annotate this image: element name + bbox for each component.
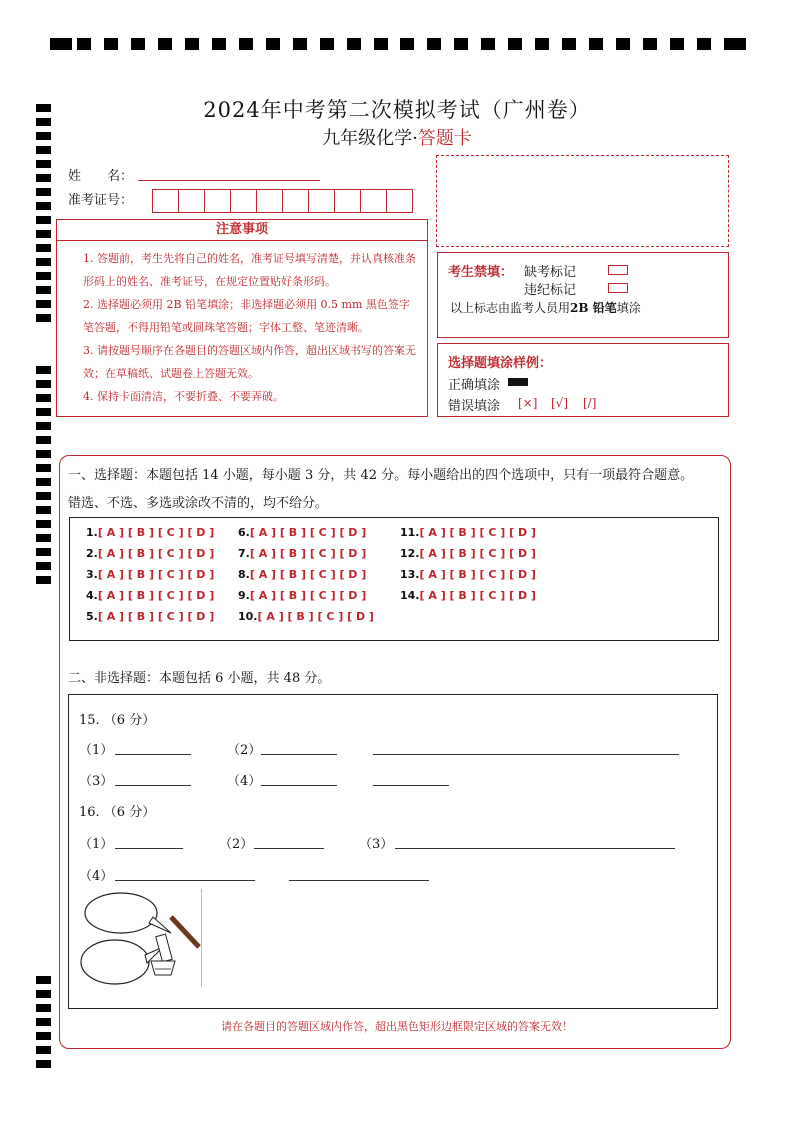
id-digit-box[interactable] bbox=[309, 189, 335, 213]
q16-part4-label: （4） bbox=[79, 869, 114, 884]
timing-mark bbox=[589, 38, 603, 50]
side-timing-mark bbox=[36, 188, 51, 196]
choice-question[interactable] bbox=[238, 526, 366, 539]
timing-mark bbox=[320, 38, 334, 50]
top-timing-marks bbox=[50, 38, 746, 52]
q16-part1-label: （1） bbox=[79, 837, 114, 852]
answer-options[interactable]: [ A ] [ B ] [ C ] [ D ] bbox=[249, 589, 367, 602]
side-timing-mark bbox=[36, 160, 51, 168]
question-number: 2. bbox=[86, 547, 98, 560]
answer-options[interactable]: [ A ] [ B ] [ C ] [ D ] bbox=[97, 589, 215, 602]
id-digit-box[interactable] bbox=[179, 189, 205, 213]
timing-mark bbox=[50, 38, 72, 50]
note-bold: 2B 铅笔 bbox=[570, 301, 617, 315]
q16-part3-label: （3） bbox=[359, 837, 394, 852]
timing-mark bbox=[535, 38, 549, 50]
question-number: 7. bbox=[238, 547, 250, 560]
side-timing-mark bbox=[36, 478, 51, 486]
answer-options[interactable]: [ A ] [ B ] [ C ] [ D ] bbox=[419, 547, 536, 560]
timing-mark bbox=[104, 38, 118, 50]
side-timing-mark bbox=[36, 366, 51, 374]
timing-mark bbox=[508, 38, 522, 50]
question-number: 9. bbox=[238, 589, 250, 602]
timing-mark bbox=[77, 38, 91, 50]
fill-sample-box bbox=[437, 343, 729, 417]
side-timing-mark bbox=[36, 394, 51, 402]
side-timing-mark bbox=[36, 990, 51, 998]
timing-mark bbox=[724, 38, 746, 50]
q16-part4-line[interactable] bbox=[115, 879, 255, 881]
id-digit-box[interactable] bbox=[152, 189, 179, 213]
notice-box bbox=[56, 219, 428, 417]
question-number: 6. bbox=[238, 526, 250, 539]
notice-item: 3. 请按题号顺序在各题目的答题区域内作答，超出区域书写的答案无效；在草稿纸、试题卷上答题无效。 bbox=[83, 344, 416, 380]
id-label: 准考证号： bbox=[68, 193, 134, 208]
q16-part2-label: （2） bbox=[219, 837, 254, 852]
id-digit-box[interactable] bbox=[257, 189, 283, 213]
side-timing-mark bbox=[36, 202, 51, 210]
timing-mark bbox=[481, 38, 495, 50]
subtitle-main: 九年级化学· bbox=[322, 128, 418, 149]
question-number: 12. bbox=[400, 547, 420, 560]
timing-mark bbox=[239, 38, 253, 50]
question-number: 14. bbox=[400, 589, 420, 602]
wrong-example: [×] bbox=[518, 396, 538, 410]
notice-heading: 注意事项 bbox=[57, 220, 427, 241]
name-label: 姓 名： bbox=[68, 169, 134, 184]
side-timing-mark bbox=[36, 436, 51, 444]
question-number: 8. bbox=[238, 568, 250, 581]
side-timing-mark bbox=[36, 576, 51, 584]
id-digit-box[interactable] bbox=[283, 189, 309, 213]
q16-label: 16. （6 分） bbox=[79, 805, 156, 820]
timing-mark bbox=[158, 38, 172, 50]
diagram-divider bbox=[201, 889, 202, 987]
q15-part2-line[interactable] bbox=[261, 753, 337, 755]
choice-question[interactable] bbox=[86, 589, 214, 602]
filled-mark-sample bbox=[508, 378, 528, 386]
side-timing-mark bbox=[36, 272, 51, 280]
name-field[interactable] bbox=[138, 180, 320, 181]
forbid-label: 考生禁填： bbox=[448, 265, 514, 280]
test-tube-holder-icon bbox=[171, 917, 199, 947]
q15-part4-line[interactable] bbox=[261, 784, 337, 786]
answer-options[interactable]: [ A ] [ B ] [ C ] [ D ] bbox=[419, 526, 536, 539]
choice-answer-box bbox=[69, 517, 719, 641]
wrong-example: [√] bbox=[551, 396, 569, 410]
timing-mark bbox=[347, 38, 361, 50]
subtitle-accent: 答题卡 bbox=[417, 128, 472, 149]
question-number: 10. bbox=[238, 610, 258, 623]
choice-question[interactable] bbox=[238, 568, 366, 581]
notice-item: 1. 答题前，考生先将自己的姓名，准考证号填写清楚，并认真核准条形码上的姓名、准考证号，在规定位置贴好条形码。 bbox=[83, 252, 416, 288]
q15-part2-extra-line[interactable] bbox=[373, 753, 679, 755]
sample-heading: 选择题填涂样例： bbox=[448, 356, 553, 371]
wrong-example: [/] bbox=[583, 396, 597, 410]
side-timing-mark bbox=[36, 450, 51, 458]
question-number: 13. bbox=[400, 568, 420, 581]
choice-question[interactable] bbox=[238, 610, 374, 623]
timing-mark bbox=[131, 38, 145, 50]
timing-mark bbox=[185, 38, 199, 50]
left-timing-marks bbox=[36, 0, 52, 1122]
choice-question[interactable] bbox=[400, 547, 536, 560]
id-digit-box[interactable] bbox=[231, 189, 257, 213]
q16-part2-line[interactable] bbox=[254, 847, 324, 849]
q15-part3-line[interactable] bbox=[115, 784, 191, 786]
note-prefix: 以上标志由监考人员用 bbox=[450, 301, 571, 315]
answer-options[interactable]: [ A ] [ B ] [ C ] [ D ] bbox=[419, 589, 536, 602]
side-timing-mark bbox=[36, 506, 51, 514]
timing-mark bbox=[562, 38, 576, 50]
free-answer-box bbox=[68, 694, 718, 1009]
answer-options[interactable]: [ A ] [ B ] [ C ] [ D ] bbox=[249, 526, 367, 539]
section1-instructions: 一、选择题：本题包括 14 小题，每小题 3 分，共 42 分。每小题给出的四个选项中，只有一项最符合题意。 bbox=[68, 468, 694, 483]
wrong-label: 错误填涂 bbox=[448, 399, 501, 414]
footer-note: 请在各题目的答题区域内作答，超出黑色矩形边框限定区域的答案无效！ bbox=[221, 1020, 573, 1033]
side-timing-mark bbox=[36, 534, 51, 542]
q15-part4-extra-line[interactable] bbox=[373, 784, 449, 786]
correct-label: 正确填涂 bbox=[448, 378, 501, 393]
notice-item: 4. 保持卡面清洁，不要折叠、不要弄破。 bbox=[83, 390, 284, 403]
violation-mark[interactable] bbox=[608, 283, 628, 293]
notice-item: 2. 选择题必须用 2B 铅笔填涂；非选择题必须用 0.5 mm 黑色签字笔答题，不得用铅笔或圆珠笔答题；字体工整、笔迹清晰。 bbox=[83, 298, 410, 334]
timing-mark bbox=[697, 38, 711, 50]
q16-part4-extra-line[interactable] bbox=[289, 879, 429, 881]
absent-label: 缺考标记 bbox=[524, 265, 577, 280]
q15-part4-label: （4） bbox=[227, 774, 262, 789]
id-digit-box[interactable] bbox=[361, 189, 387, 213]
timing-mark bbox=[643, 38, 657, 50]
answer-options[interactable]: [ A ] [ B ] [ C ] [ D ] bbox=[97, 526, 215, 539]
answer-options[interactable]: [ A ] [ B ] [ C ] [ D ] bbox=[249, 547, 367, 560]
question-number: 1. bbox=[86, 526, 98, 539]
timing-mark bbox=[293, 38, 307, 50]
choice-question[interactable] bbox=[400, 589, 536, 602]
id-digit-box[interactable] bbox=[387, 189, 413, 213]
choice-question[interactable] bbox=[86, 547, 214, 560]
q16-part1-line[interactable] bbox=[115, 847, 183, 849]
side-timing-mark bbox=[36, 380, 51, 388]
q15-part3-label: （3） bbox=[79, 774, 114, 789]
side-timing-mark bbox=[36, 548, 51, 556]
timing-mark bbox=[266, 38, 280, 50]
choice-question[interactable] bbox=[238, 589, 366, 602]
id-digit-box[interactable] bbox=[205, 189, 231, 213]
choice-question[interactable] bbox=[86, 610, 214, 623]
q15-label: 15. （6 分） bbox=[79, 713, 156, 728]
side-timing-mark bbox=[36, 408, 51, 416]
side-timing-mark bbox=[36, 1060, 51, 1068]
side-timing-mark bbox=[36, 258, 51, 266]
absent-mark[interactable] bbox=[608, 265, 628, 275]
side-timing-mark bbox=[36, 300, 51, 308]
violation-label: 违纪标记 bbox=[524, 283, 577, 298]
side-timing-mark bbox=[36, 464, 51, 472]
choice-question[interactable] bbox=[238, 547, 366, 560]
q16-part3-line[interactable] bbox=[395, 847, 675, 849]
barcode-area bbox=[436, 155, 729, 247]
side-timing-mark bbox=[36, 230, 51, 238]
answer-options[interactable]: [ A ] [ B ] [ C ] [ D ] bbox=[97, 610, 215, 623]
side-timing-mark bbox=[36, 174, 51, 182]
choice-question[interactable] bbox=[400, 568, 536, 581]
test-tube-icon bbox=[156, 934, 172, 962]
note-suffix: 填涂 bbox=[616, 301, 641, 315]
q15-part1-label: （1） bbox=[79, 743, 114, 758]
side-timing-mark bbox=[36, 492, 51, 500]
answer-options[interactable]: [ A ] [ B ] [ C ] [ D ] bbox=[97, 568, 215, 581]
examiner-only-box bbox=[437, 252, 729, 338]
side-timing-mark bbox=[36, 244, 51, 252]
speech-bubble-top bbox=[85, 893, 157, 933]
question-number: 11. bbox=[400, 526, 420, 539]
id-digit-box[interactable] bbox=[335, 189, 361, 213]
timing-mark bbox=[400, 38, 414, 50]
choice-question[interactable] bbox=[86, 568, 214, 581]
question-number: 3. bbox=[86, 568, 98, 581]
timing-mark bbox=[374, 38, 388, 50]
timing-mark bbox=[454, 38, 468, 50]
page-title: 2024年中考第二次模拟考试（广州卷） bbox=[203, 98, 591, 122]
apparatus-diagram bbox=[79, 889, 209, 989]
answer-options[interactable]: [ A ] [ B ] [ C ] [ D ] bbox=[257, 610, 374, 623]
side-timing-mark bbox=[36, 976, 51, 984]
side-timing-mark bbox=[36, 286, 51, 294]
answer-options[interactable]: [ A ] [ B ] [ C ] [ D ] bbox=[249, 568, 367, 581]
choice-question[interactable] bbox=[400, 526, 536, 539]
choice-question[interactable] bbox=[86, 526, 214, 539]
side-timing-mark bbox=[36, 1004, 51, 1012]
side-timing-mark bbox=[36, 562, 51, 570]
bubble-tail-top bbox=[149, 917, 171, 933]
question-number: 4. bbox=[86, 589, 98, 602]
side-timing-mark bbox=[36, 520, 51, 528]
side-timing-mark bbox=[36, 1046, 51, 1054]
q15-part1-line[interactable] bbox=[115, 753, 191, 755]
exam-id-boxes[interactable] bbox=[152, 189, 413, 213]
side-timing-mark bbox=[36, 314, 51, 322]
lamp-icon bbox=[151, 961, 175, 975]
side-timing-mark bbox=[36, 216, 51, 224]
page-subtitle bbox=[0, 124, 794, 150]
answer-options[interactable]: [ A ] [ B ] [ C ] [ D ] bbox=[97, 547, 215, 560]
timing-mark bbox=[427, 38, 441, 50]
timing-mark bbox=[670, 38, 684, 50]
section2-heading: 二、非选择题：本题包括 6 小题，共 48 分。 bbox=[68, 671, 331, 686]
timing-mark bbox=[212, 38, 226, 50]
forbid-note bbox=[450, 299, 641, 316]
question-number: 5. bbox=[86, 610, 98, 623]
answer-options[interactable]: [ A ] [ B ] [ C ] [ D ] bbox=[419, 568, 536, 581]
q15-part2-label: （2） bbox=[227, 743, 262, 758]
section1-instructions-2: 错选、不选、多选或涂改不清的，均不给分。 bbox=[68, 496, 329, 511]
side-timing-mark bbox=[36, 422, 51, 430]
timing-mark bbox=[616, 38, 630, 50]
speech-bubble-bottom bbox=[81, 940, 149, 984]
